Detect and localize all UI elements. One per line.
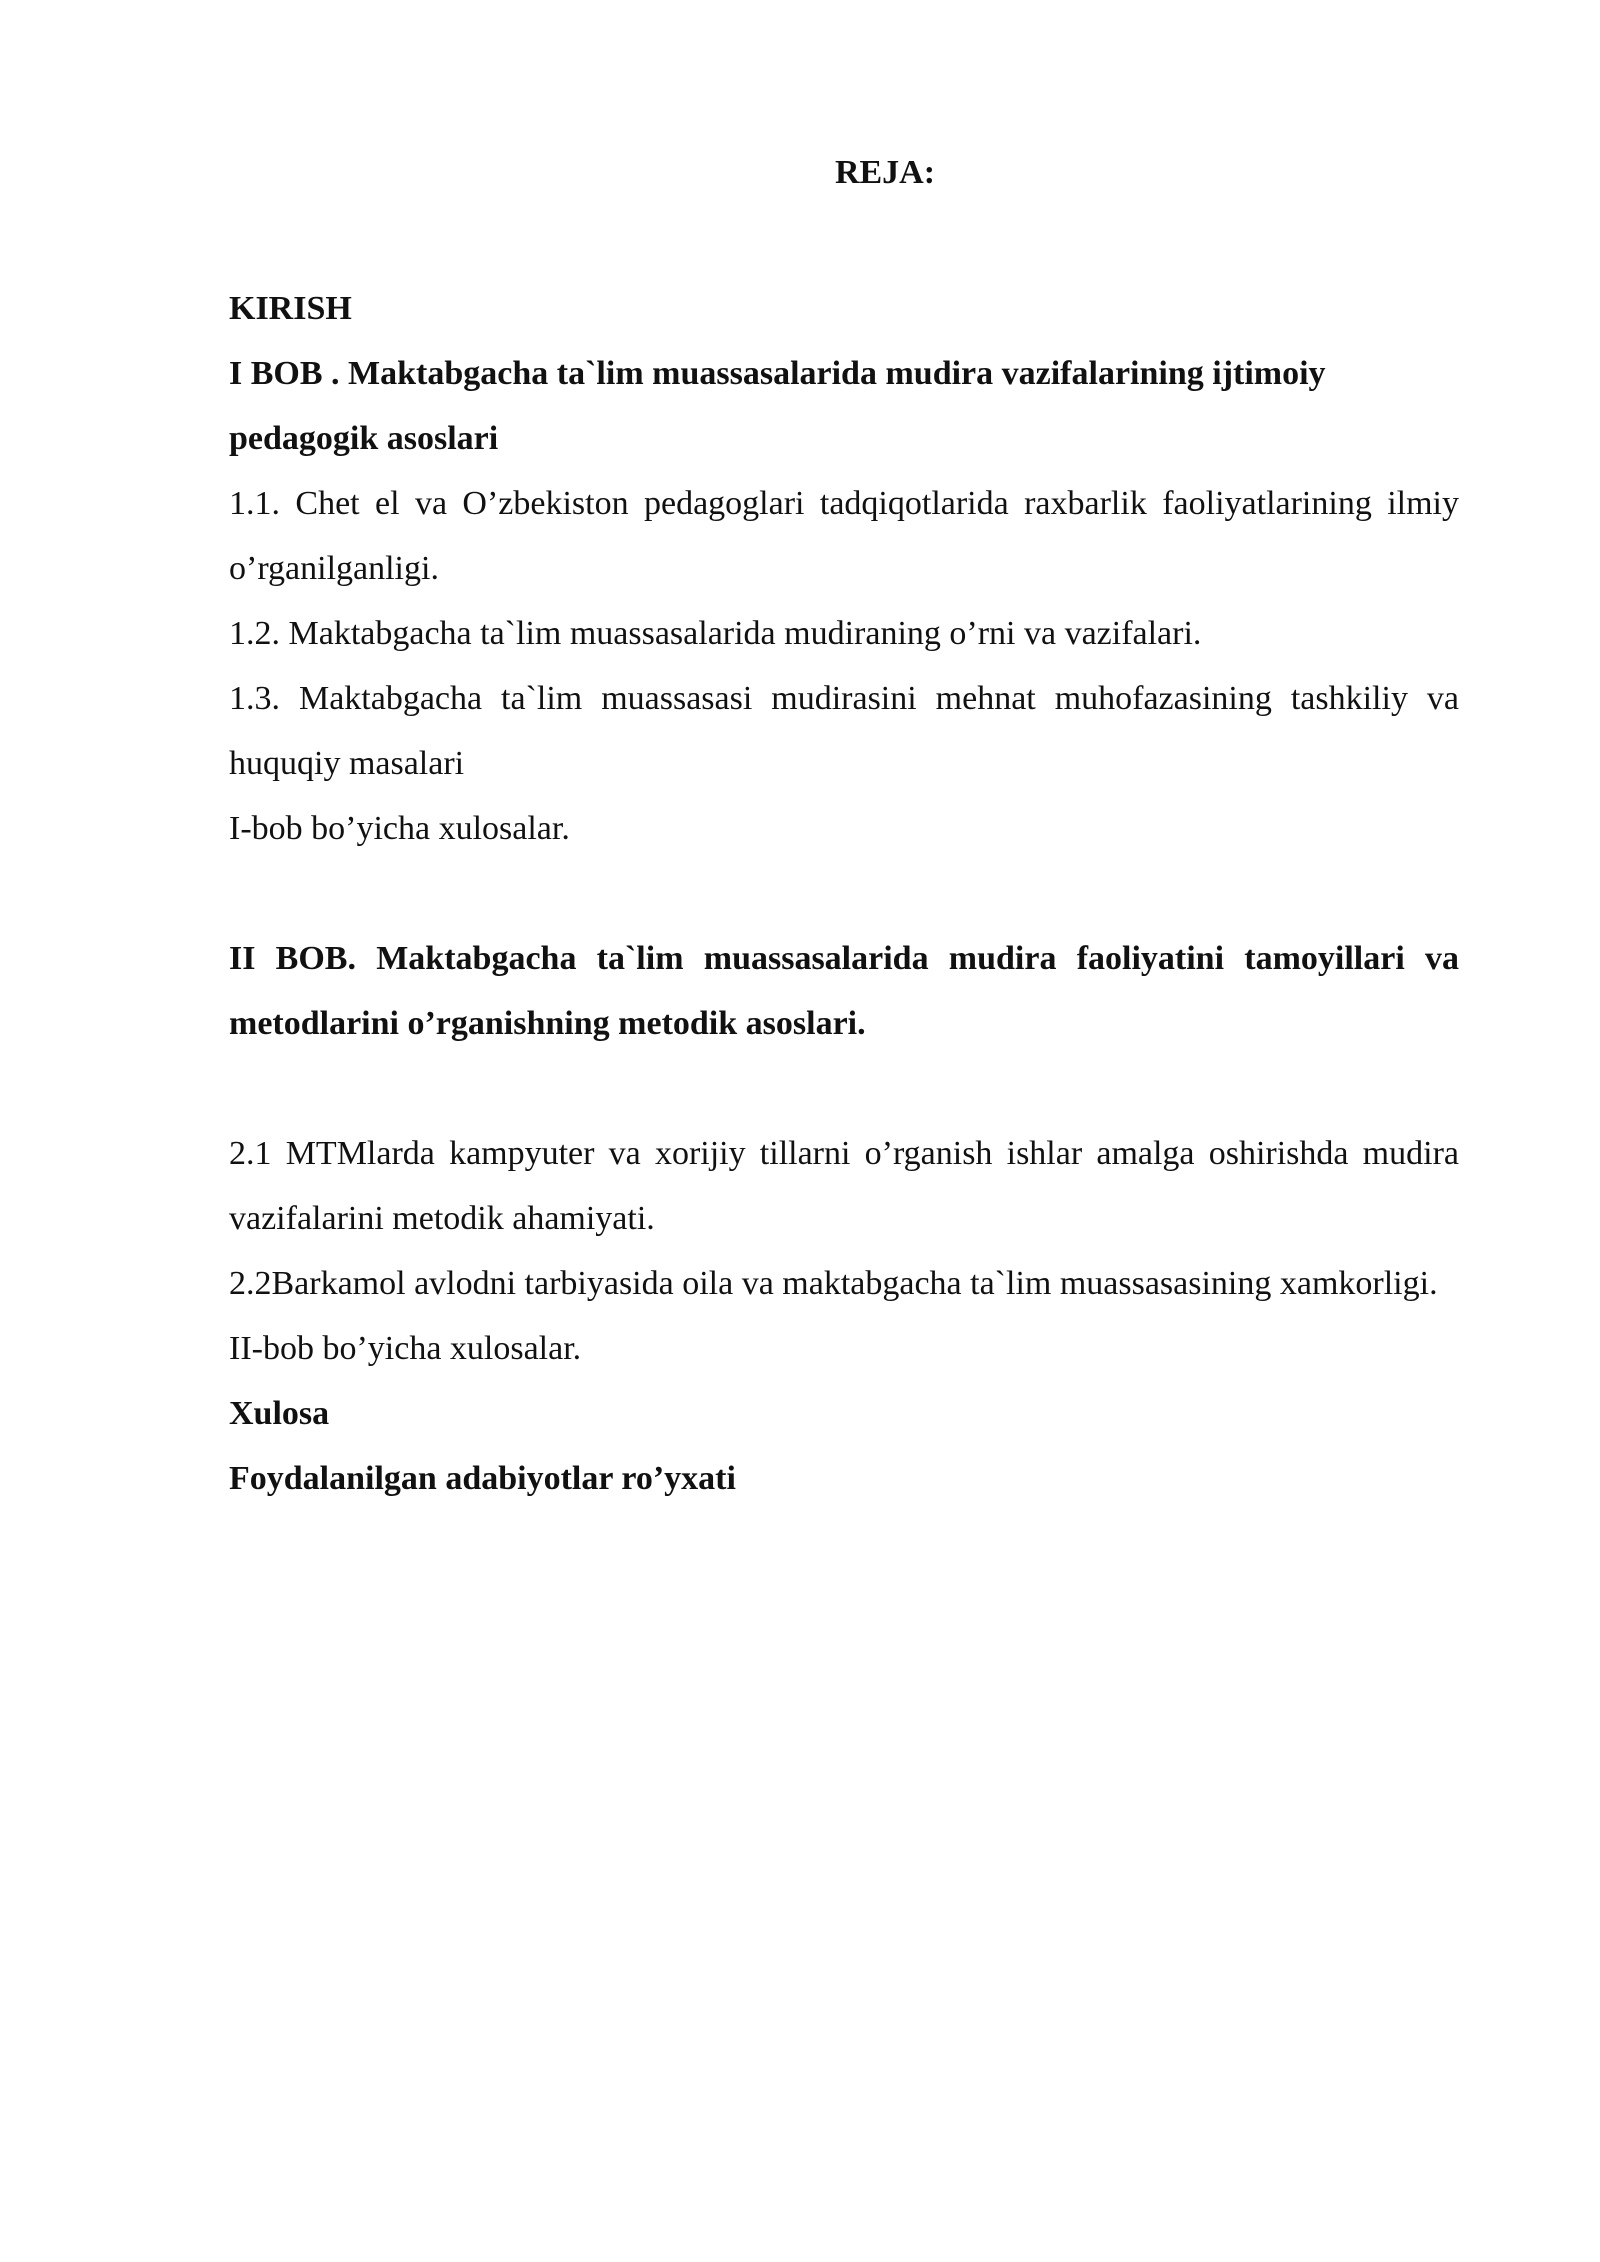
section-1-3: 1.3. Maktabgacha ta`lim muassasasi mudirasini mehnat muhofazasining tashkiliy va huquqiy masalari bbox=[229, 680, 1459, 782]
chapter1-conclusion: I-bob bo’yicha xulosalar. bbox=[229, 810, 570, 847]
chapter2-conclusion: II-bob bo’yicha xulosalar. bbox=[229, 1330, 582, 1367]
spacer bbox=[229, 1056, 1459, 1121]
table-of-contents bbox=[229, 276, 1459, 1511]
conclusion-heading: Xulosa bbox=[229, 1395, 330, 1432]
page-title: REJA: bbox=[834, 154, 936, 191]
section-1-2: 1.2. Maktabgacha ta`lim muassasalarida mudiraning o’rni va vazifalari. bbox=[229, 615, 1202, 652]
section-2-2: 2.2Barkamol avlodni tarbiyasida oila va maktabgacha ta`lim muassasasining xamkorligi. bbox=[229, 1265, 1438, 1302]
chapter2-heading: II BOB. Maktabgacha ta`lim muassasalarida mudira faoliyatini tamoyillari va metodlarini o’rganishning metodik asoslari. bbox=[229, 940, 1459, 1042]
section-1-1: 1.1. Chet el va O’zbekiston pedagoglari tadqiqotlarida raxbarlik faoliyatlarining ilmiy o’rganilganligi. bbox=[229, 485, 1459, 587]
chapter1-title: . Maktabgacha ta`lim muassasalarida mudira vazifalarining ijtimoiy pedagogik asoslari bbox=[229, 355, 1326, 457]
intro-heading: KIRISH bbox=[229, 290, 352, 327]
chapter1-heading bbox=[229, 341, 1459, 471]
section-2-1: 2.1 MTMlarda kampyuter va xorijiy tillarni o’rganish ishlar amalga oshirishda mudira vazifalarini metodik ahamiyati. bbox=[229, 1135, 1459, 1237]
references-heading: Foydalanilgan adabiyotlar ro’yxati bbox=[229, 1460, 736, 1497]
spacer bbox=[229, 861, 1459, 926]
chapter1-prefix: I BOB bbox=[229, 355, 323, 392]
